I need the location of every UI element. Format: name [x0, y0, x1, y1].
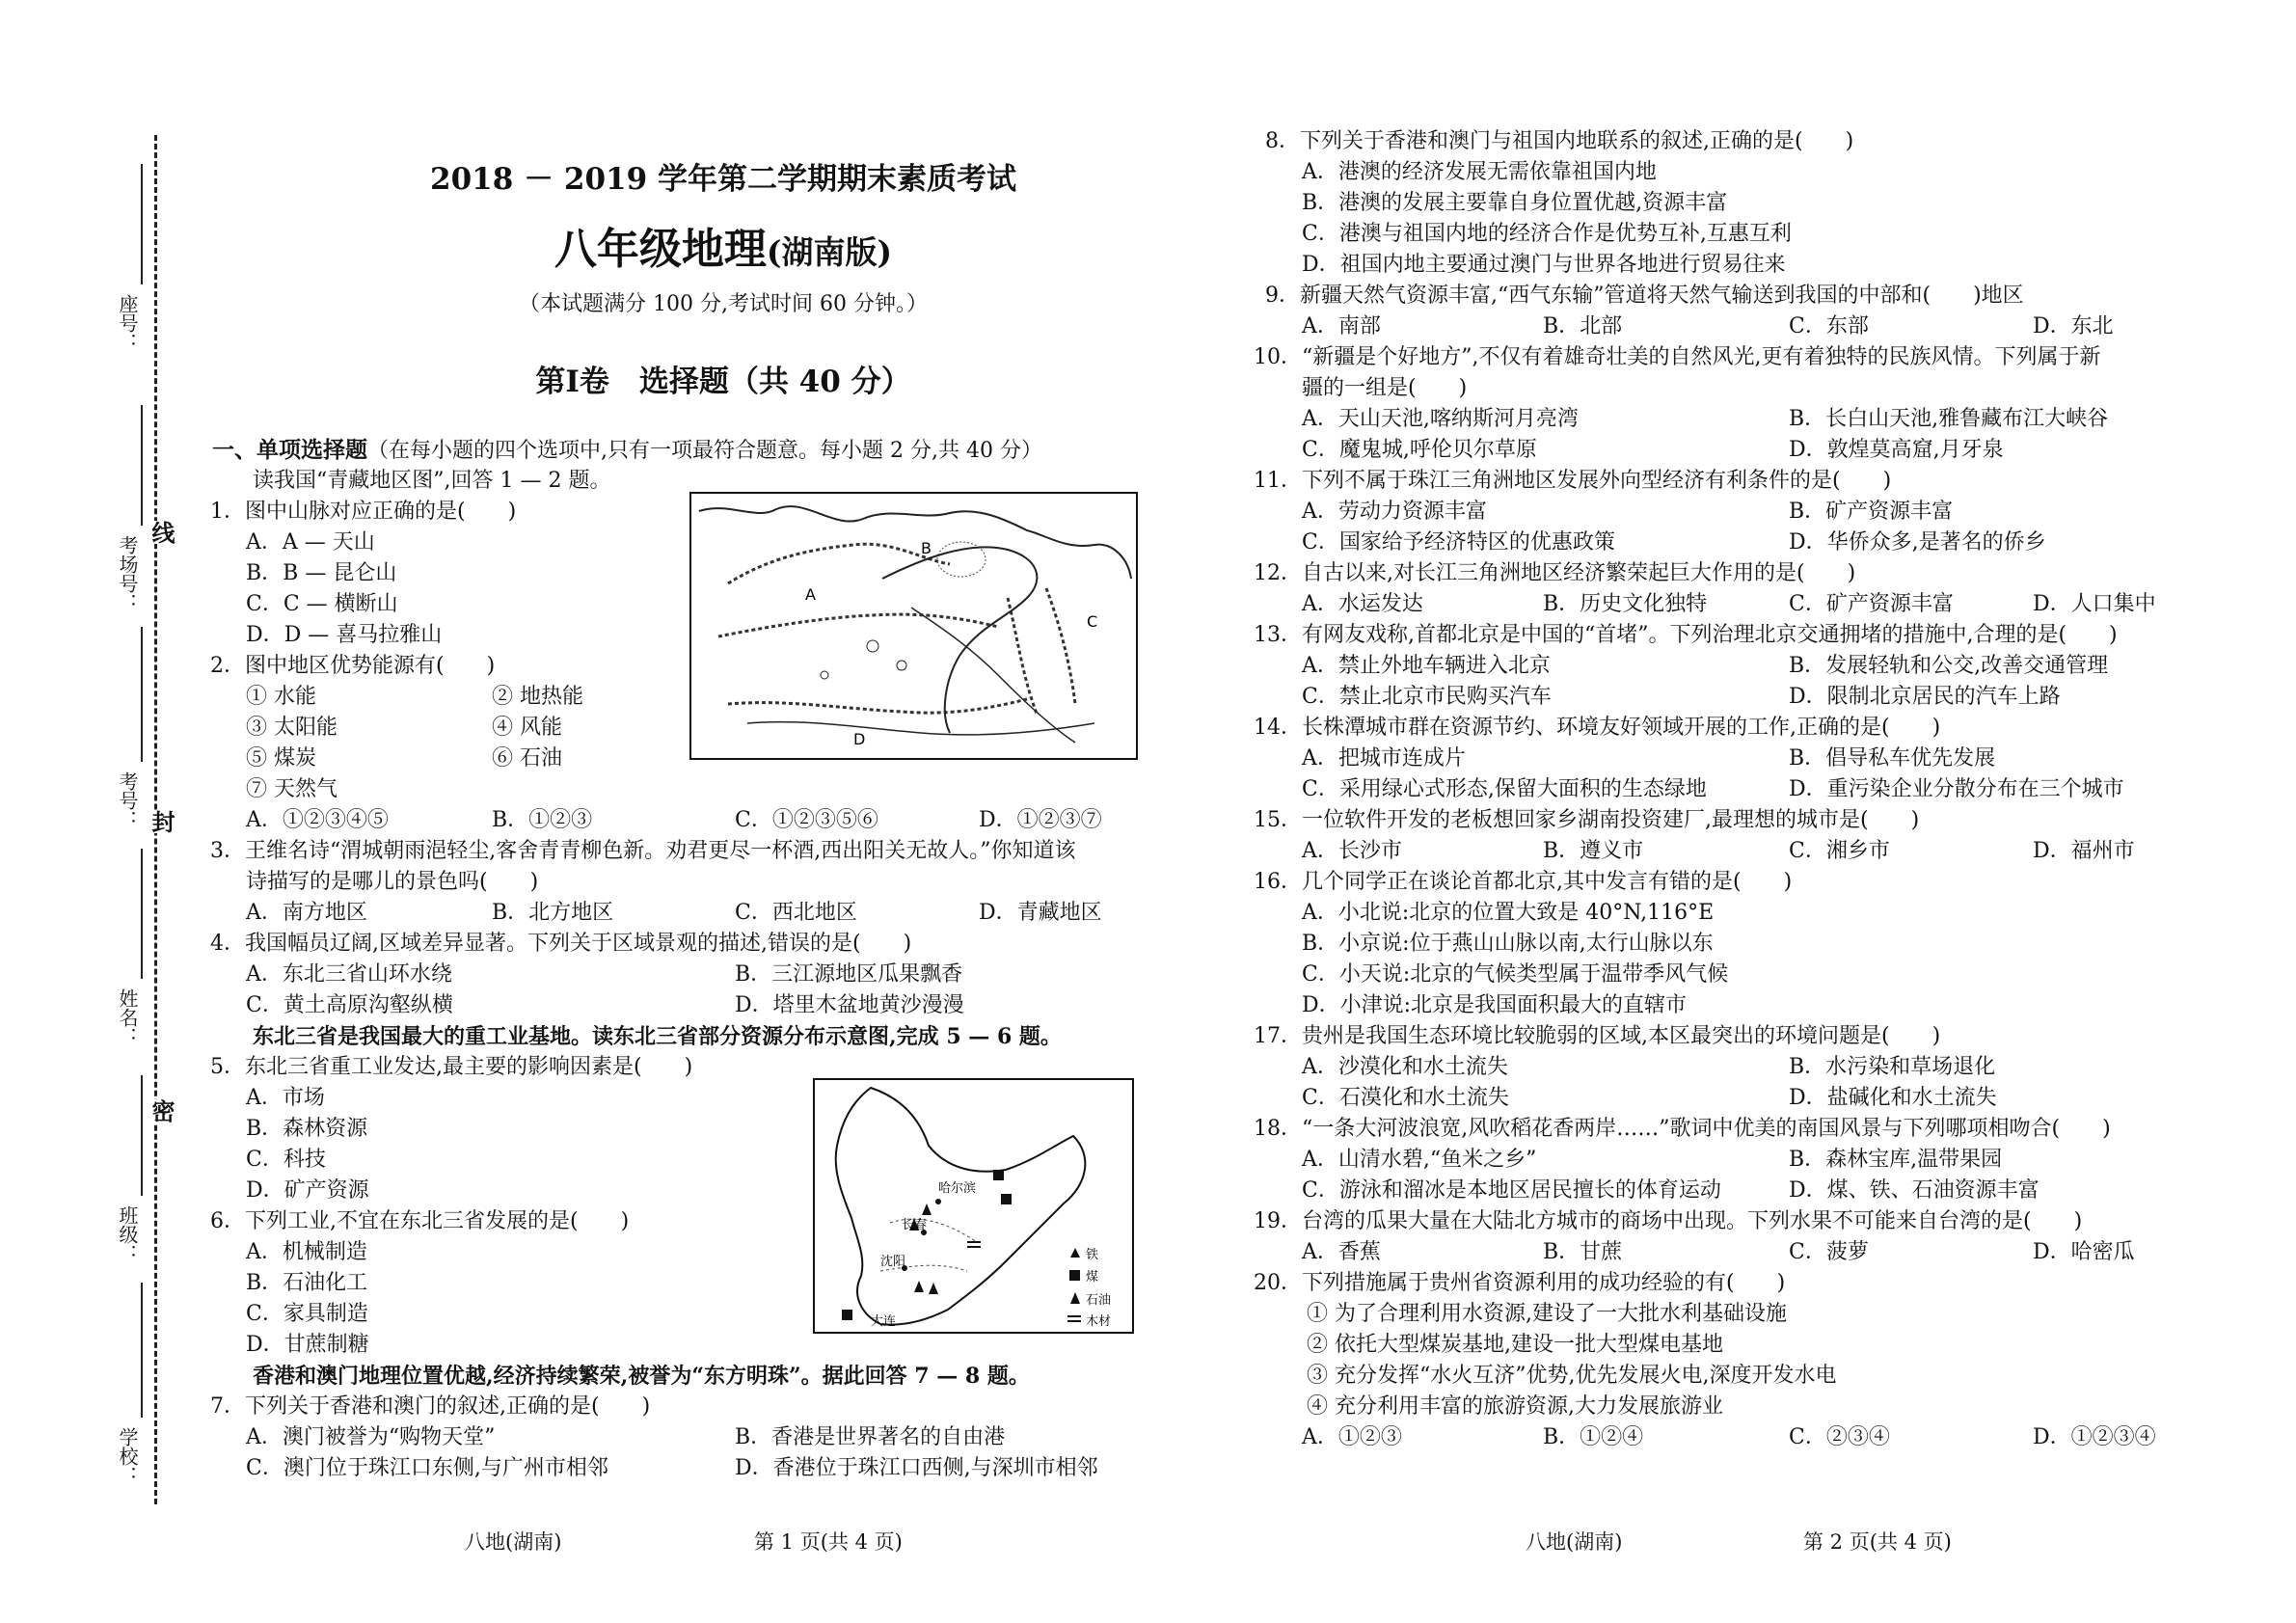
q6-option-c[interactable]: C．家具制造 — [246, 1302, 368, 1326]
q2-option-a[interactable]: A．①②③④⑤ — [246, 808, 389, 832]
q18-option-d[interactable]: D．煤、铁、石油资源丰富 — [1789, 1178, 2039, 1203]
q2-item-2: ② 地热能 — [492, 685, 583, 709]
exam-number-label: 考号： — [116, 771, 139, 829]
q9-option-c[interactable]: C．东部 — [1789, 314, 1869, 338]
q12-option-c[interactable]: C．矿产资源丰富 — [1789, 592, 1954, 616]
q4-option-b[interactable]: B．三江源地区瓜果飘香 — [735, 962, 963, 987]
q11-option-b[interactable]: B．矿产资源丰富 — [1789, 500, 1954, 524]
subject-name: 八年级地理 — [554, 225, 767, 274]
subject-edition: (湖南版) — [766, 233, 893, 271]
q10-stem-2: 疆的一组是( ) — [1302, 376, 1468, 400]
q3-option-a[interactable]: A．南方地区 — [246, 901, 367, 925]
q9-option-a[interactable]: A．南部 — [1302, 314, 1381, 338]
footer-left-page: 第 1 页(共 4 页) — [754, 1530, 903, 1554]
q13-option-d[interactable]: D．限制北京居民的汽车上路 — [1789, 685, 2061, 709]
seal-word-line: 线 — [145, 521, 178, 544]
footer-left-code: 八地(湖南) — [465, 1530, 562, 1554]
q18-option-c[interactable]: C．游泳和溜冰是本地区居民擅长的体育运动 — [1302, 1178, 1721, 1203]
footer-right-code: 八地(湖南) — [1526, 1530, 1623, 1554]
q12-stem: 12．自古以来,对长江三角洲地区经济繁荣起巨大作用的是( ) — [1254, 561, 1856, 585]
q10-option-a[interactable]: A．天山天池,喀纳斯河月亮湾 — [1302, 407, 1579, 431]
q1-option-c[interactable]: C．C — 横断山 — [246, 592, 398, 616]
q13-option-a[interactable]: A．禁止外地车辆进入北京 — [1302, 654, 1551, 678]
exam-room-label: 考场号： — [116, 535, 139, 612]
q19-option-d[interactable]: D．哈密瓜 — [2033, 1240, 2135, 1264]
q17-option-d[interactable]: D．盐碱化和水土流失 — [1789, 1086, 1997, 1110]
seat-number-blank[interactable] — [141, 164, 143, 284]
map1-label-a: A — [805, 585, 816, 604]
q16-option-b[interactable]: B．小京说:位于燕山山脉以南,太行山脉以东 — [1302, 932, 1714, 956]
q14-option-a[interactable]: A．把城市连成片 — [1302, 746, 1466, 771]
q7-stem: 7．下列关于香港和澳门的叙述,正确的是( ) — [210, 1394, 651, 1419]
q14-stem: 14．长株潭城市群在资源节约、环境友好领域开展的工作,正确的是( ) — [1254, 716, 1941, 740]
q8-option-d[interactable]: D．祖国内地主要通过澳门与世界各地进行贸易往来 — [1302, 253, 1786, 277]
name-label: 姓名： — [116, 988, 139, 1046]
q9-stem: 9．新疆天然气资源丰富,“西气东输”管道将天然气输送到我国的中部和( )地区 — [1265, 284, 2024, 308]
q8-option-b[interactable]: B．港澳的发展主要靠自身位置优越,资源丰富 — [1302, 191, 1728, 215]
q11-option-d[interactable]: D．华侨众多,是著名的侨乡 — [1789, 530, 2046, 555]
q20-item-1: ① 为了合理利用水资源,建设了一大批水利基础设施 — [1307, 1302, 1787, 1326]
seal-word-secret: 密 — [145, 1099, 178, 1123]
class-blank[interactable] — [141, 1075, 143, 1196]
q7-option-c[interactable]: C．澳门位于珠江口东侧,与广州市相邻 — [246, 1456, 608, 1480]
q16-option-c[interactable]: C．小天说:北京的气候类型属于温带季风气候 — [1302, 962, 1729, 987]
q6-option-a[interactable]: A．机械制造 — [246, 1240, 367, 1264]
map2-city-shenyang: 沈阳 — [880, 1255, 906, 1269]
q3-stem-1: 3．王维名诗“渭城朝雨浥轻尘,客舍青青柳色新。劝君更尽一杯酒,西出阳关无故人。”你知道该 — [210, 839, 1076, 863]
q16-option-a[interactable]: A．小北说:北京的位置大致是 40°N,116°E — [1302, 901, 1715, 925]
q15-option-a[interactable]: A．长沙市 — [1302, 839, 1402, 863]
q3-option-c[interactable]: C．西北地区 — [735, 901, 857, 925]
map1-label-c: C — [1087, 612, 1098, 631]
q20-option-d[interactable]: D．①②③④ — [2033, 1425, 2156, 1449]
q15-option-d[interactable]: D．福州市 — [2033, 839, 2135, 863]
q15-option-b[interactable]: B．遵义市 — [1543, 839, 1644, 863]
q4-stem: 4．我国幅员辽阔,区域差异显著。下列关于区域景观的描述,错误的是( ) — [210, 932, 912, 956]
q11-option-c[interactable]: C．国家给予经济特区的优惠政策 — [1302, 530, 1615, 555]
q10-option-b[interactable]: B．长白山天池,雅鲁藏布江大峡谷 — [1789, 407, 2109, 431]
q13-option-c[interactable]: C．禁止北京市民购买汽车 — [1302, 685, 1552, 709]
q20-item-4: ④ 充分利用丰富的旅游资源,大力发展旅游业 — [1307, 1394, 1723, 1419]
q2-stem: 2．图中地区优势能源有( ) — [210, 654, 496, 678]
q7-option-a[interactable]: A．澳门被誉为“购物天堂” — [246, 1425, 496, 1449]
q2-option-d[interactable]: D．①②③⑦ — [979, 808, 1102, 832]
class-label: 班级： — [116, 1205, 139, 1263]
map2-city-harbin: 哈尔滨 — [938, 1181, 977, 1196]
q20-stem: 20．下列措施属于贵州省资源利用的成功经验的有( ) — [1254, 1271, 1786, 1295]
q3-option-d[interactable]: D．青藏地区 — [979, 901, 1102, 925]
map2-city-dalian: 大连 — [871, 1314, 897, 1329]
subject-title — [193, 214, 1254, 276]
map2-legend-oil: 石油 — [1086, 1293, 1112, 1308]
q8-stem: 8．下列关于香港和澳门与祖国内地联系的叙述,正确的是( ) — [1265, 129, 1854, 153]
instructions — [212, 432, 1042, 464]
seat-number-label: 座号： — [116, 294, 139, 352]
q6-stem: 6．下列工业,不宜在东北三省发展的是( ) — [210, 1209, 630, 1233]
q1-stem: 1．图中山脉对应正确的是( ) — [210, 500, 517, 524]
q11-option-a[interactable]: A．劳动力资源丰富 — [1302, 500, 1487, 524]
q18-option-b[interactable]: B．森林宝库,温带果园 — [1789, 1148, 2003, 1172]
q17-option-b[interactable]: B．水污染和草场退化 — [1789, 1055, 1996, 1079]
q7-option-d[interactable]: D．香港位于珠江口西侧,与深圳市相邻 — [735, 1456, 1098, 1480]
map2-legend-coal: 煤 — [1086, 1270, 1099, 1285]
qinghai-tibet-map — [689, 492, 1138, 760]
exam-note: （本试题满分 100 分,考试时间 60 分钟。） — [519, 292, 928, 316]
q1-option-a[interactable]: A．A — 天山 — [246, 530, 375, 555]
map2-coal-symbol — [993, 1170, 1004, 1180]
q12-option-a[interactable]: A．水运发达 — [1302, 592, 1423, 616]
q3-option-b[interactable]: B．北方地区 — [492, 901, 614, 925]
q19-option-c[interactable]: C．菠萝 — [1789, 1240, 1869, 1264]
school-label: 学校： — [116, 1427, 139, 1485]
q2-item-5: ⑤ 煤炭 — [246, 746, 316, 771]
intro-q5-6: 东北三省是我国最大的重工业基地。读东北三省部分资源分布示意图,完成 5 — 6 题。 — [253, 1024, 1062, 1049]
q16-stem: 16．几个同学正在谈论首都北京,其中发言有错的是( ) — [1254, 870, 1793, 894]
school-blank[interactable] — [141, 1283, 143, 1418]
q1-option-b[interactable]: B．B — 昆仑山 — [246, 561, 397, 585]
q14-option-b[interactable]: B．倡导私车优先发展 — [1789, 746, 1996, 771]
q19-stem: 19．台湾的瓜果大量在大陆北方城市的商场中出现。下列水果不可能来自台湾的是( ) — [1254, 1209, 2083, 1233]
q5-option-a[interactable]: A．市场 — [246, 1086, 325, 1110]
q10-option-c[interactable]: C．魔鬼城,呼伦贝尔草原 — [1302, 438, 1537, 462]
q2-item-6: ⑥ 石油 — [492, 746, 562, 771]
q15-stem: 15．一位软件开发的老板想回家乡湖南投资建厂,最理想的城市是( ) — [1254, 808, 1920, 832]
section-title: 第Ⅰ卷 选择题（共 40 分） — [535, 365, 911, 399]
q10-option-d[interactable]: D．敦煌莫高窟,月牙泉 — [1789, 438, 2004, 462]
instructions-text: （在每小题的四个选项中,只有一项最符合题意。每小题 2 分,共 40 分） — [367, 439, 1042, 463]
map1-label-b: B — [921, 539, 932, 557]
q20-item-2: ② 依托大型煤炭基地,建设一批大型煤电基地 — [1307, 1333, 1723, 1357]
q5-option-c[interactable]: C．科技 — [246, 1148, 326, 1172]
name-blank[interactable] — [141, 849, 143, 979]
q4-option-a[interactable]: A．东北三省山环水绕 — [246, 962, 452, 987]
q2-item-7: ⑦ 天然气 — [246, 777, 338, 801]
q5-option-b[interactable]: B．森林资源 — [246, 1117, 368, 1141]
northeast-china-map — [813, 1078, 1134, 1334]
q9-option-b[interactable]: B．北部 — [1543, 314, 1623, 338]
map2-city-changchun: 长春 — [902, 1218, 928, 1232]
exam-title: 2018 － 2019 学年第二学期期末素质考试 — [430, 162, 1016, 197]
q1-option-d[interactable]: D．D — 喜马拉雅山 — [246, 623, 443, 647]
intro-q7-8: 香港和澳门地理位置优越,经济持续繁荣,被誉为“东方明珠”。据此回答 7 — 8 题。 — [253, 1364, 1030, 1389]
q17-option-a[interactable]: A．沙漠化和水土流失 — [1302, 1055, 1508, 1079]
q12-option-b[interactable]: B．历史文化独特 — [1543, 592, 1708, 616]
q12-option-d[interactable]: D．人口集中 — [2033, 592, 2156, 616]
q20-option-b[interactable]: B．①②④ — [1543, 1425, 1644, 1449]
q15-option-c[interactable]: C．湘乡市 — [1789, 839, 1890, 863]
q6-option-b[interactable]: B．石油化工 — [246, 1271, 368, 1295]
exam-room-blank[interactable] — [141, 405, 143, 526]
footer-right-page: 第 2 页(共 4 页) — [1803, 1530, 1952, 1554]
q18-stem: 18．“一条大河波浪宽,风吹稻花香两岸……”歌词中优美的南国风景与下列哪项相吻合( ) — [1254, 1117, 2111, 1141]
q3-stem-2: 诗描写的是哪儿的景色吗( ) — [246, 870, 539, 894]
q13-option-b[interactable]: B．发展轻轨和公交,改善交通管理 — [1789, 654, 2109, 678]
q13-stem: 13．有网友戏称,首都北京是中国的“首堵”。下列治理北京交通拥堵的措施中,合理的是( ) — [1254, 623, 2118, 647]
map2-legend-timber: 木材 — [1086, 1314, 1112, 1329]
q20-option-a[interactable]: A．①②③ — [1302, 1425, 1402, 1449]
q7-option-b[interactable]: B．香港是世界著名的自由港 — [735, 1425, 1006, 1449]
instructions-head: 一、单项选择题 — [212, 438, 367, 463]
q20-item-3: ③ 充分发挥“水火互济”优势,优先发展火电,深度开发水电 — [1307, 1364, 1837, 1388]
q2-option-b[interactable]: B．①②③ — [492, 808, 593, 832]
q6-option-d[interactable]: D．甘蔗制糖 — [246, 1333, 369, 1357]
intro-q1-2: 读我国“青藏地区图”,回答 1 — 2 题。 — [253, 469, 611, 493]
q8-option-a[interactable]: A．港澳的经济发展无需依靠祖国内地 — [1302, 160, 1657, 184]
map1-label-d: D — [853, 730, 866, 748]
exam-number-blank[interactable] — [141, 627, 143, 762]
q5-option-d[interactable]: D．矿产资源 — [246, 1178, 369, 1203]
q17-stem: 17．贵州是我国生态环境比较脆弱的区域,本区最突出的环境问题是( ) — [1254, 1024, 1941, 1048]
q8-option-c[interactable]: C．港澳与祖国内地的经济合作是优势互补,互惠互利 — [1302, 222, 1792, 246]
q16-option-d[interactable]: D．小津说:北京是我国面积最大的直辖市 — [1302, 993, 1688, 1017]
q2-item-3: ③ 太阳能 — [246, 716, 338, 740]
q19-option-b[interactable]: B．甘蔗 — [1543, 1240, 1623, 1264]
q19-option-a[interactable]: A．香蕉 — [1302, 1240, 1381, 1264]
q9-option-d[interactable]: D．东北 — [2033, 314, 2114, 338]
q2-option-c[interactable]: C．①②③⑤⑥ — [735, 808, 878, 832]
q10-stem-1: 10．“新疆是个好地方”,不仅有着雄奇壮美的自然风光,更有着独特的民族风情。下列属于新 — [1254, 345, 2101, 369]
q5-stem: 5．东北三省重工业发达,最主要的影响因素是( ) — [210, 1055, 693, 1079]
q2-item-1: ① 水能 — [246, 685, 316, 709]
q2-item-4: ④ 风能 — [492, 716, 562, 740]
q17-option-c[interactable]: C．石漠化和水土流失 — [1302, 1086, 1509, 1110]
q4-option-c[interactable]: C．黄土高原沟壑纵横 — [246, 993, 453, 1017]
q14-option-d[interactable]: D．重污染企业分散分布在三个城市 — [1789, 777, 2124, 801]
q14-option-c[interactable]: C．采用绿心式形态,保留大面积的生态绿地 — [1302, 777, 1707, 801]
q11-stem: 11．下列不属于珠江三角洲地区发展外向型经济有利条件的是( ) — [1254, 469, 1892, 493]
map2-legend-iron: 铁 — [1086, 1248, 1099, 1262]
q4-option-d[interactable]: D．塔里木盆地黄沙漫漫 — [735, 993, 964, 1017]
q18-option-a[interactable]: A．山清水碧,“鱼米之乡” — [1302, 1148, 1537, 1172]
seal-word-seal: 封 — [145, 810, 178, 833]
q20-option-c[interactable]: C．②③④ — [1789, 1425, 1890, 1449]
